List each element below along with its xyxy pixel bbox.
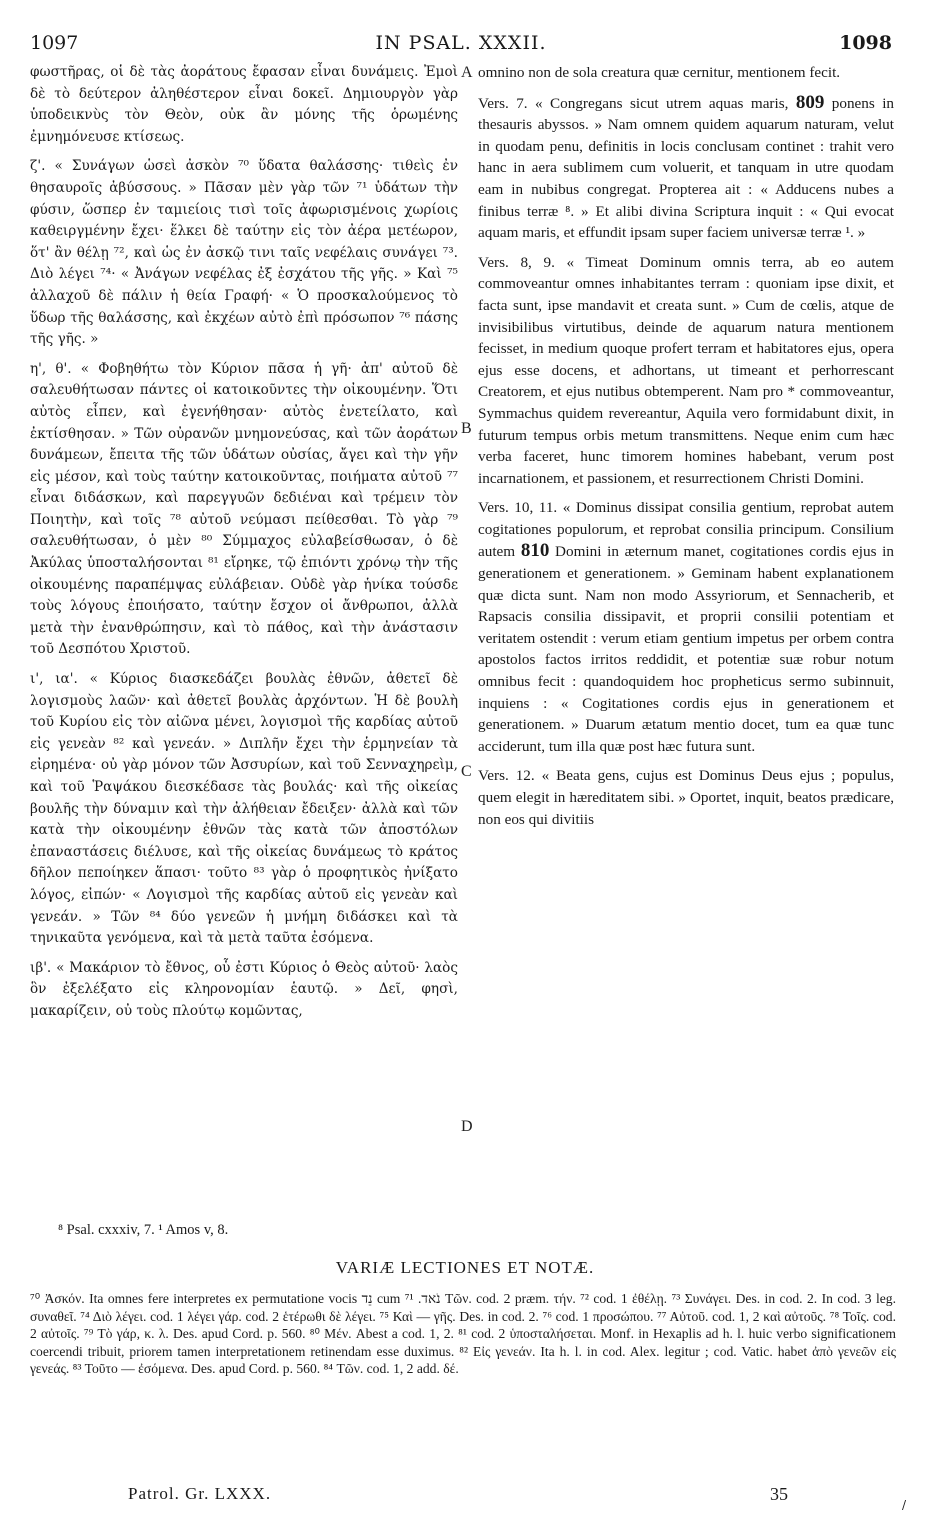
greek-paragraph: ι', ια'. « Κύριος διασκεδάζει βουλὰς ἐθνῶν, ἀθετεῖ δὲ λογισμοὺς λαῶν· καὶ ἀθετεῖ βουλὰς ἀρχόντων. Ἡ δὲ βουλὴ τοῦ Κυρίου εἰς τὸν αἰῶνα μένει, λογισμοὶ τῆς καρδίας αὐτοῦ εἰς γενεὰν ⁸² καὶ γενεάν. » Διπλῆν ἔχει τὴν ἑρμηνείαν τὰ εἰρημένα· οὐ γὰρ μόνον τῶν Ἀσσυρίων, καὶ τοῦ Σενναχηρεὶμ, καὶ τοῦ Ῥαψάκου διεσκέδασε τὰς βουλάς· καὶ τῆς οἰκείας βουλῆς τὴν δύναμιν καὶ τὴν ἀλήθειαν ἔδειξεν· ἀλλὰ καὶ τῶν κατὰ τὴν οἰκουμένην ἐθνῶν τὰς κατὰ τῶν ἀποστόλων ἐπαναστάσεις διέλυσε, καὶ τῆς οἰκείας δυνάμεως τὸ κράτος δῆλον πεποίηκεν ἅπασι· τοῦτο ⁸³ γὰρ ὁ προφητικὸς ἠνίξατο λόγος, εἰπών· « Λογισμοὶ τῆς καρδίας αὐτοῦ εἰς γενεὰν καὶ γενεάν. » Τῶν ⁸⁴ δύο γενεῶν ἡ μνήμη διδάσκει καὶ τὰ τηνικαῦτα γενόμενα, καὶ τὰ μετὰ ταῦτα ἐσόμενα. xyxy=(30,671,458,947)
series-footer: Patrol. Gr. LXXX. xyxy=(128,1484,272,1503)
footnotes: ⁸ Psal. cxxxiv, 7. ¹ Amos v, 8. xyxy=(58,1222,229,1238)
column-number-left: 1097 xyxy=(30,32,79,54)
printer-mark: / xyxy=(902,1498,907,1512)
verse-text: ponens in thesauris abyssos. » Nam omnem quidem aquarum naturam, velut in quodam penu, definitis in locis conclusam continet : trahit vero hanc in aera sublimem cum voluerit, et tanquam in utre quodam eam in nubibus congregat. Propterea ait : « Adducens nubes a finibus terræ ⁸. » Et alibi divina Scriptura inquit : « Qui evocat aquam maris, et effundit ipsam super faciem universæ terræ ¹. » xyxy=(478,94,895,242)
latin-paragraph xyxy=(478,92,894,244)
latin-paragraph: omnino non de sola creatura quæ cernitur, mentionem fecit. xyxy=(478,64,841,81)
margin-letter-a: A xyxy=(461,64,473,81)
greek-paragraph: φωστῆρας, οἱ δὲ τὰς ἀοράτους ἔφασαν εἶναι δυνάμεις. Ἐμοὶ δὲ τὸ δεύτερον ἀληθέστερον εἶναι δοκεῖ. Δημιουργὸν γὰρ ὑποδεικνὺς τὸν Θεὸν, οὐκ ἂν μόνης τῆς ὁρωμένης ἐμνημόνευσε κτίσεως. xyxy=(30,64,458,145)
verse-text: Vers. 7. « Congregans sicut utrem aquas maris, xyxy=(478,94,789,112)
variae-notes: ⁷⁰ Ἀσκόν. Ita omnes fere interpretes ex permutatione vocis נֵד cum נֹאד. ⁷¹ Τῶν. cod. 2 præm. τήν. ⁷² cod. 1 ἐθέλῃ. ⁷³ Συνάγει. Des. in cod. 2. In cod. 3 leg. συναθεῖ. ⁷⁴ Διὸ λέγει. cod. 1 λέγει γάρ. cod. 2 ἑτέρωθι δὲ λέγει. ⁷⁵ Καὶ — γῆς. Des. in cod. 2. ⁷⁶ cod. 1 προσώπου. ⁷⁷ Αὐτοῦ. cod. 1, 2 καὶ αὐτοῦς. ⁷⁸ Τοῖς. cod. 2 αὐτοῖς. ⁷⁹ Τὸ γάρ, κ. λ. Des. apud Cord. p. 560. ⁸⁰ Μέν. Abest a cod. 1, 2. ⁸¹ cod. 2 ὑποσταλήσεται. Monf. in Hexaplis ad h. l. huic verbo significationem coercendi tribuit, priorem tamen interpretationem retinendam esse duximus. ⁸² Εἰς γενεάν. Ita h. l. in cod. Alex. legitur ; cod. Vatic. habet ἀπὸ γενεῶν εἰς γενεάς. ⁸³ Τοῦτο — ἐσόμενα. Des. apud Cord. p. 560. ⁸⁴ Τῶν. cod. 1, 2 add. δέ. xyxy=(30,1291,897,1376)
greek-paragraph: η', θ'. « Φοβηθήτω τὸν Κύριον πᾶσα ἡ γῆ· ἀπ' αὐτοῦ δὲ σαλευθήτωσαν πάντες οἱ κατοικοῦντες τὴν οἰκουμένην. Ὅτι αὐτὸς εἶπεν, καὶ ἐγενήθησαν· αὐτὸς ἐνετείλατο, καὶ ἐκτίσθησαν. » Τῶν οὐρανῶν μνημονεύσας, καὶ τῶν ἀοράτων δυνάμεων, ἔπειτα τῆς τῶν ὑδάτων οὐσίας, ἄγει καὶ τὴν γῆν εἰς μέσον, καὶ τοὺς ταύτην κατοικοῦντας, ποιήματα αὐτοῦ ⁷⁷ εἶναι διδάσκων, καὶ παρεγγυῶν δεδιέναι καὶ τρέμειν τὸν Ποιητὴν, καὶ τοῖς ⁷⁸ αὐτοῦ νεύμασι πείθεσθαι. Τὸ γὰρ ⁷⁹ σαλευθήτωσαν, ὁ μὲν ⁸⁰ Σύμμαχος εὐλαβείσθωσαν, ὁ δὲ Ἀκύλας ὑποσταλήσονται ⁸¹ εἴρηκε, τῷ ἐπιόντι χρόνῳ τὴν τῆς οἰκουμένης παραπέμψας εὐλάβειαν. Οὐδὲ γὰρ ἡνίκα τούσδε τοὺς λόγους ἐποιήσατο, ταύτην ἔσχον οἱ ἄνθρωποι, ἀλλὰ μετὰ τὴν ἐνανθρώπησιν, καὶ τὸ πάθος, καὶ τὴν ἀνάστασιν τοῦ Δεσπότου Χριστοῦ. xyxy=(30,360,458,658)
column-number-right: 1098 xyxy=(839,32,892,54)
column-marker: 810 xyxy=(520,540,550,562)
variae-heading: VARIÆ LECTIONES ET NOTÆ. xyxy=(335,1258,595,1277)
verse-text: Vers. 10, 11. « Dominus dissipat consilia gentium, reprobat autem cogitationes populorum, et reprobat consilia principum. Consilium autem xyxy=(478,499,894,561)
margin-letter-d: D xyxy=(461,1118,473,1135)
greek-column xyxy=(30,62,458,1023)
running-title: IN PSAL. XXXII. xyxy=(375,32,547,54)
latin-paragraph: Vers. 12. « Beata gens, cujus est Dominus Deus ejus ; populus, quem elegit in hæreditatem sibi. » Oportet, inquit, beatos prædicare, non eos qui divitiis xyxy=(478,767,894,828)
column-marker: 809 xyxy=(795,91,825,113)
margin-letter-c: C xyxy=(461,763,472,780)
page-number: 35 xyxy=(770,1484,788,1504)
greek-paragraph: ιβ'. « Μακάριον τὸ ἔθνος, οὗ ἐστι Κύριος ὁ Θεὸς αὐτοῦ· λαὸς ὃν ἐξελέξατο εἰς κληρονομίαν ἑαυτῷ. » Δεῖ, φησὶ, μακαρίζειν, οὐ τοὺς πλούτῳ κομῶντας, xyxy=(30,959,458,1019)
greek-paragraph: ζ'. « Συνάγων ὡσεὶ ἀσκὸν ⁷⁰ ὕδατα θαλάσσης· τιθεὶς ἐν θησαυροῖς ἀβύσσους. » Πᾶσαν μὲν γὰρ τῶν ⁷¹ ὑδάτων τὴν φύσιν, ὥσπερ ἐν ταμιείοις τισὶ τοῖς ἀφωρισμένοις χωρίοις καθειργμένην ἔχει· ἕλκει δὲ ταύτην εἰς τὸν ἀέρα μετέωρον, ὅτ' ἂν θέλῃ ⁷², καὶ ὡς ἐν ἀσκῷ τινι ταῖς νεφέλαις συνάγει ⁷³. Διὸ λέγει ⁷⁴· « Ἀνάγων νεφέλας ἐξ ἐσχάτου τῆς γῆς. » Καὶ ⁷⁵ ἀλλαχοῦ δὲ πάλιν ἡ θεία Γραφή· « Ὁ προσκαλούμενος τὸ ὕδωρ τῆς θαλάσσης, καὶ ἐκχέων αὐτὸ ἐπὶ πρόσωπον ⁷⁶ πάσης τῆς γῆς. » xyxy=(30,158,458,348)
running-header xyxy=(30,32,892,60)
latin-paragraph: Vers. 8, 9. « Timeat Dominum omnis terra, ab eo autem commoveantur omnes inhabitantes terram : quoniam ipse dixit, et facta sunt, ipse mandavit et creata sunt. » Cum de cœlis, atque de invisibilibus virtutibus, deinde de aquarum natura mentionem fecisset, in medium quoque profert terram et habitatores ejus, opera ejus esse docens, et adhortans, ut timeant et perhorrescant Creatorem, et ejus nutibus obtemperent. Nam pro * commoveantur, Symmachus quidem revereantur, Aquila vero formidabunt dixit, in futurum tempus orbis metum transmittens. Neque enim cum hæc verba faceret, hunc timorem homines habebant, verum post incarnationem, et passionem, et resurrectionem Christi Domini. xyxy=(478,253,894,487)
verse-text: Domini in æternum manet, cogitationes cordis ejus in generationem et generationem. » Geminam habent explanationem quæ dicta sunt. Nam non modo Assyriorum, et Sennacherib, et Rapsacis consilia dissipavit, et proprii consilii potentiam et veritatem ostendit : verum etiam gentium impetus per orbem contra apostolos factos irritos reddidit, et potentiæ suæ robur notum omnibus fecit : quandoquidem hoc propheticus sermo subinnuit, inquiens : « Cogitationes cordis ejus in generationem et generationem. » Duarum ætatum mentio docet, tum ea quæ tunc acciderunt, tum illa quæ post hæc futura sunt. xyxy=(478,543,894,755)
margin-letter-b: B xyxy=(461,420,472,437)
latin-column xyxy=(478,62,894,830)
latin-paragraph xyxy=(478,497,894,757)
